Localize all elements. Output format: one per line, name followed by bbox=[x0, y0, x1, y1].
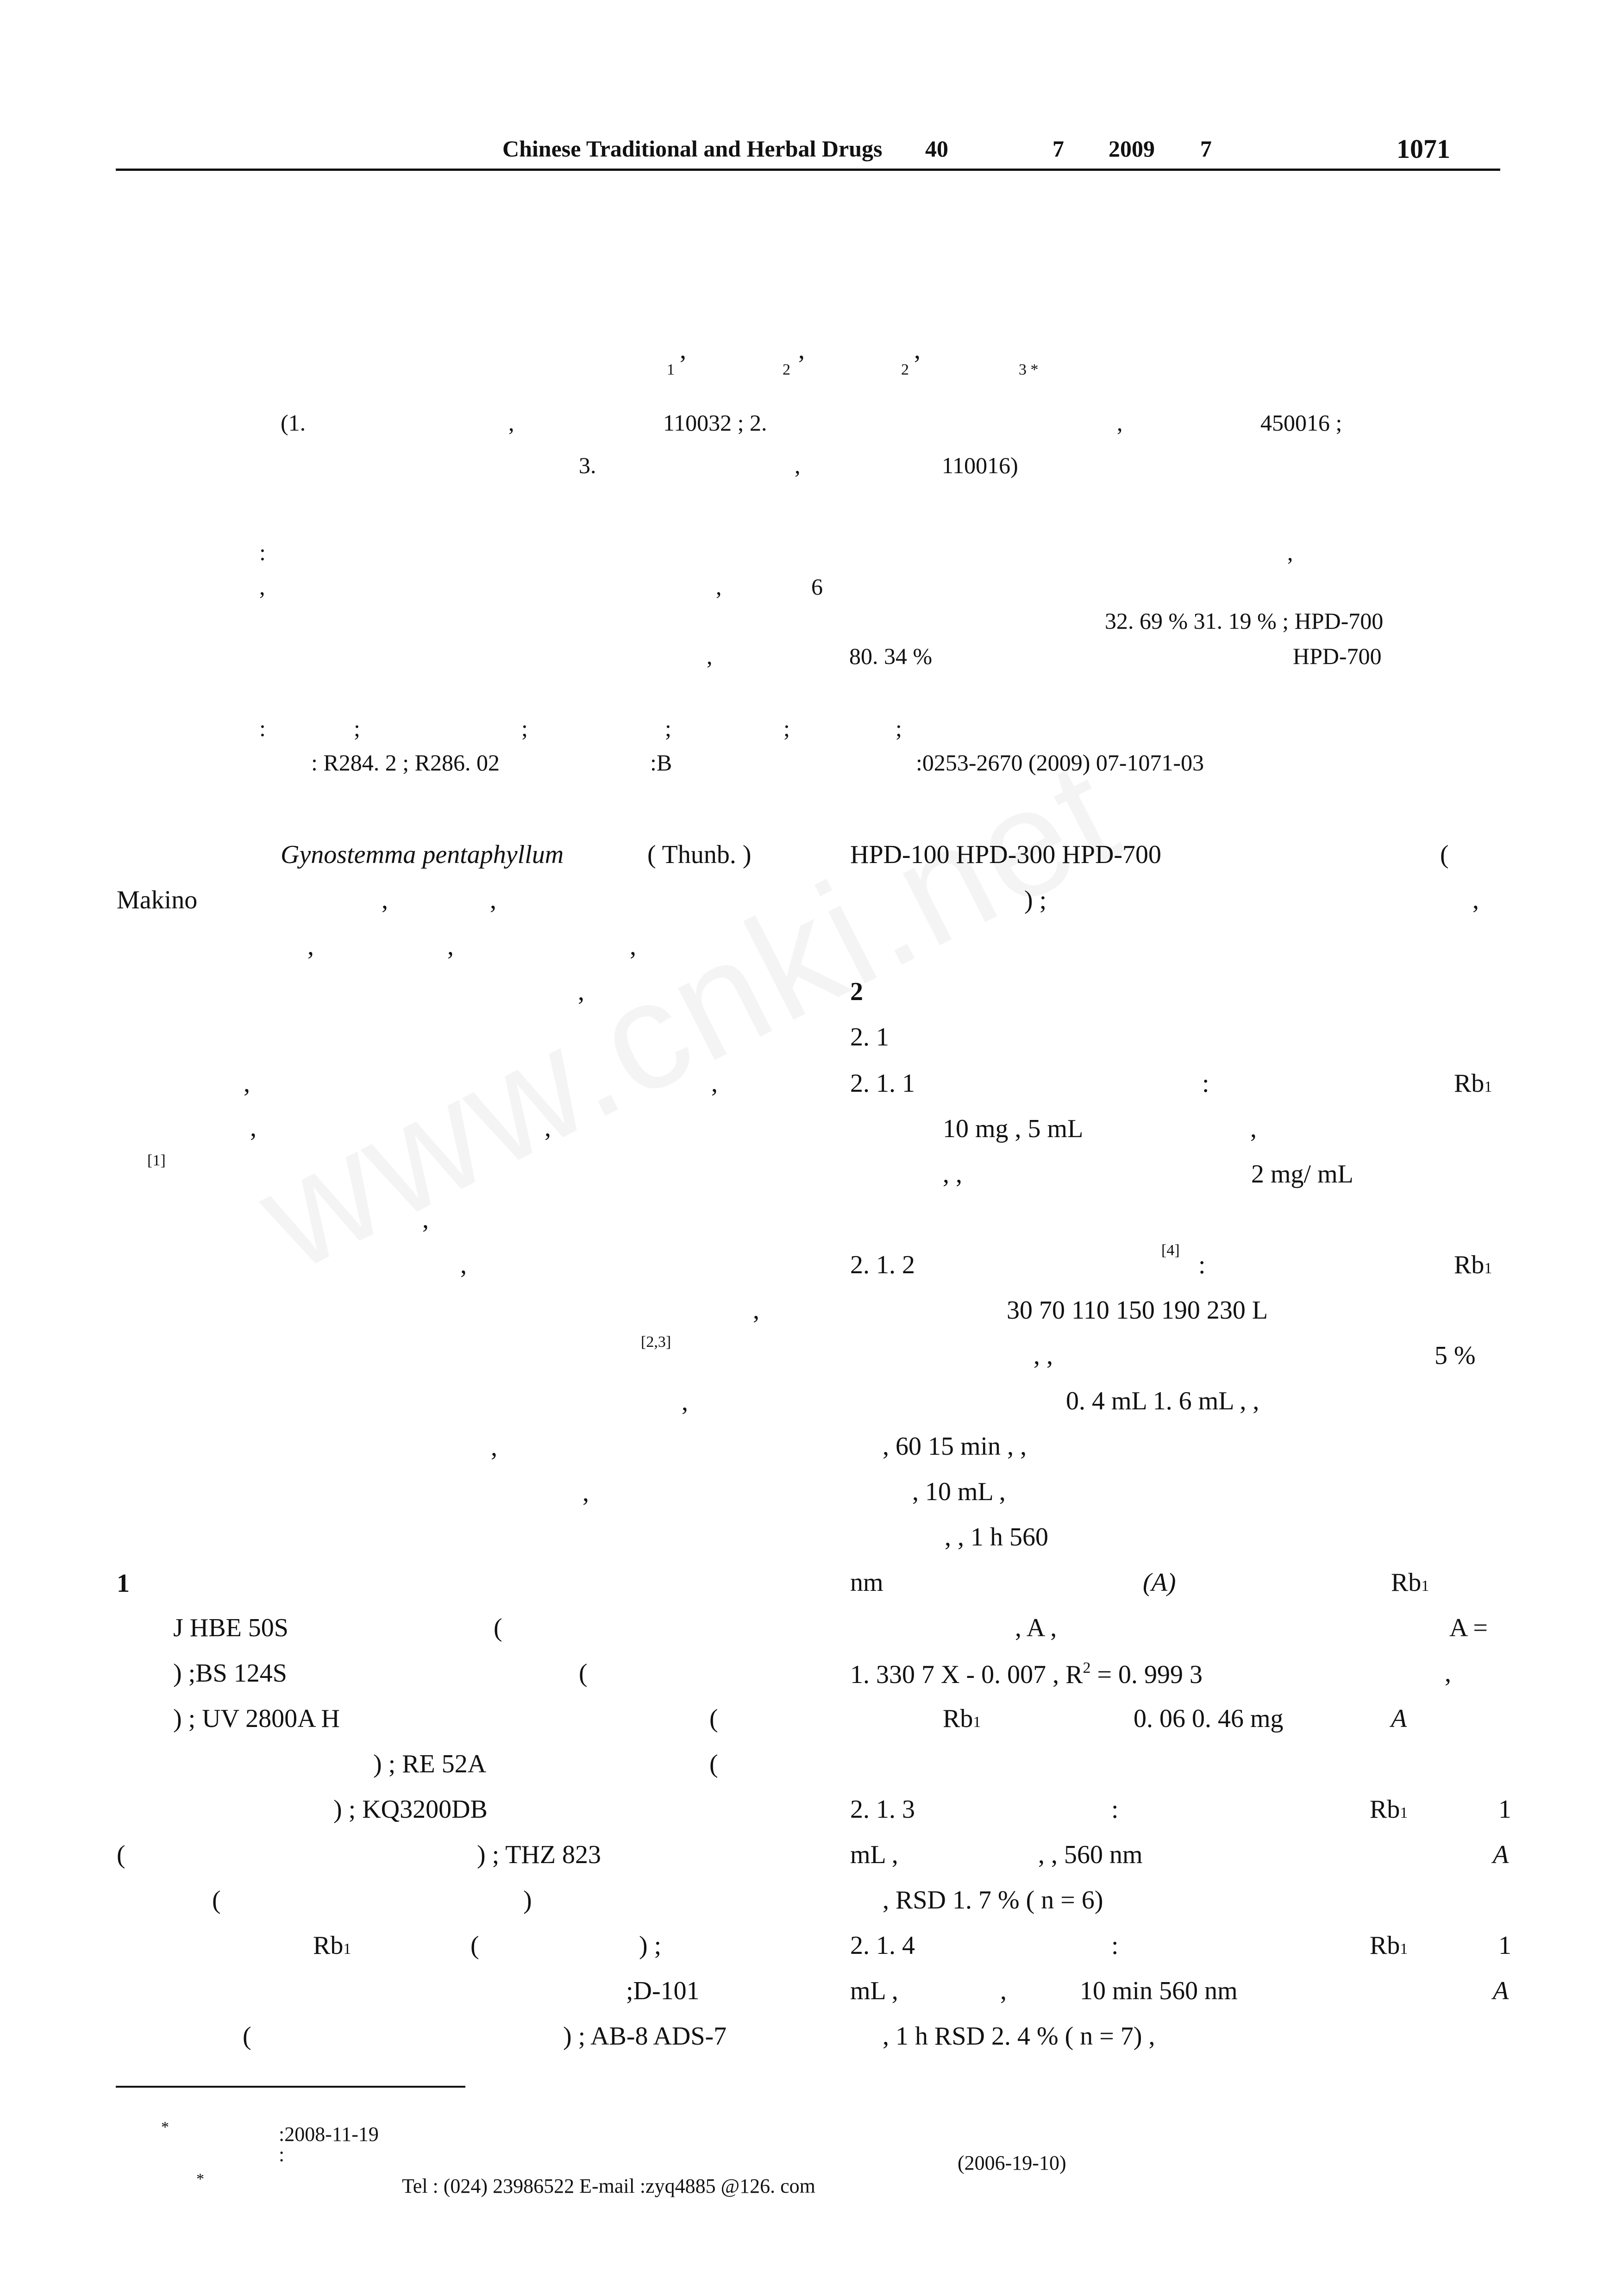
article-id: :0253-2670 (2009) 07-1071-03 bbox=[916, 750, 1204, 776]
body-comma: , bbox=[1445, 1659, 1451, 1688]
equipment-paren: ( bbox=[709, 1750, 718, 1778]
body-comma: , bbox=[460, 1251, 467, 1279]
citation-ref-1: [1] bbox=[147, 1152, 166, 1169]
volume-series: 30 70 110 150 190 230 L bbox=[1007, 1296, 1268, 1325]
body-paren: ) ; bbox=[1024, 886, 1047, 914]
equipment-line: J HBE 50S bbox=[173, 1614, 288, 1642]
author-sep-1: , bbox=[680, 336, 686, 364]
received-date: :2008-11-19 bbox=[279, 2123, 379, 2146]
body-comma: , bbox=[630, 932, 636, 961]
abstract-resin: HPD-700 bbox=[1293, 643, 1382, 669]
subsection-2-1: 2. 1 bbox=[850, 1023, 889, 1051]
equipment-line: ) ; UV 2800A H bbox=[173, 1704, 340, 1733]
equipment-paren: ( bbox=[579, 1659, 588, 1688]
equipment-line: ) ;BS 124S bbox=[173, 1659, 287, 1688]
body-comma: , bbox=[578, 977, 584, 1006]
body-colon: : bbox=[1198, 1251, 1206, 1279]
author-sep-2: , bbox=[798, 336, 805, 364]
volume-unit: mL , bbox=[850, 1977, 898, 2005]
measurement-conditions: , , 560 nm bbox=[1038, 1840, 1143, 1869]
equipment-paren: ( bbox=[243, 2022, 251, 2051]
affiliation-sep: , bbox=[1117, 410, 1123, 436]
header-rule bbox=[116, 169, 1500, 171]
body-comma: , bbox=[545, 1114, 551, 1142]
abstract-comma: , bbox=[259, 574, 265, 600]
body-comma: , bbox=[244, 1069, 250, 1098]
equipment-line: ) ; KQ3200DB bbox=[333, 1795, 488, 1824]
absorbance-symbol: A bbox=[1391, 1704, 1407, 1733]
keywords-sep: ; bbox=[896, 715, 902, 741]
measurement-conditions: , , 1 h 560 bbox=[945, 1523, 1048, 1552]
affiliation-sep: , bbox=[795, 452, 801, 478]
latin-name: Gynostemma pentaphyllum bbox=[281, 840, 564, 869]
affiliation-3: 3. bbox=[579, 452, 596, 478]
abstract-comma: , bbox=[716, 574, 722, 600]
subsection-2-1-1: 2. 1. 1 bbox=[850, 1069, 915, 1098]
citation-ref-2-3: [2,3] bbox=[641, 1333, 671, 1351]
latin-makino: Makino bbox=[117, 886, 198, 914]
equipment-paren: ) bbox=[523, 1886, 532, 1914]
affiliation-postcode-1: 110032 ; 2. bbox=[663, 410, 767, 436]
reagent-rb1: Rb1 bbox=[1391, 1568, 1429, 1597]
measurement-conditions: 10 min 560 nm bbox=[1080, 1977, 1238, 2005]
stability-rsd: , 1 h RSD 2. 4 % ( n = 7) , bbox=[883, 2022, 1155, 2051]
fund-code: (2006-19-10) bbox=[958, 2152, 1066, 2174]
page-number: 1071 bbox=[1397, 134, 1450, 164]
equipment-paren: ( bbox=[494, 1614, 502, 1642]
regression-intro: , A , bbox=[1015, 1614, 1057, 1642]
equipment-paren: ) ; bbox=[639, 1931, 662, 1960]
affiliation-postcode-2: 450016 ; bbox=[1260, 410, 1342, 436]
absorbance-label: (A) bbox=[1143, 1568, 1176, 1597]
subsection-2-1-2: 2. 1. 2 bbox=[850, 1251, 915, 1279]
reagent-percent: 5 % bbox=[1434, 1341, 1476, 1370]
reagent-rb1: Rb1 bbox=[1454, 1069, 1492, 1098]
affiliation-1: (1. bbox=[281, 410, 306, 436]
body-comma: , bbox=[682, 1388, 688, 1416]
month: 7 bbox=[1200, 136, 1212, 162]
reagent-rb1: Rb1 bbox=[1370, 1795, 1408, 1824]
reagent-rb1: Rb1 bbox=[943, 1704, 981, 1733]
affiliation-postcode-3: 110016) bbox=[942, 452, 1018, 478]
body-colon: : bbox=[1111, 1931, 1119, 1960]
heating-conditions: , 60 15 min , , bbox=[883, 1432, 1027, 1461]
body-comma: , bbox=[422, 1205, 429, 1234]
abstract-percent: 80. 34 % bbox=[849, 643, 933, 669]
precision-rsd: , RSD 1. 7 % ( n = 6) bbox=[883, 1886, 1103, 1914]
sample-mass: 10 mg , 5 mL bbox=[943, 1114, 1084, 1143]
body-comma: , bbox=[1000, 1977, 1007, 2005]
volume-number: 40 bbox=[925, 136, 948, 162]
author-sep-3: , bbox=[914, 336, 921, 364]
volume-unit: mL , bbox=[850, 1840, 898, 1869]
reagent-volumes: 0. 4 mL 1. 6 mL , , bbox=[1066, 1387, 1259, 1415]
contact-info: Tel : (024) 23986522 E-mail :zyq4885 @126. com bbox=[402, 2175, 815, 2197]
fund-colon: : bbox=[279, 2143, 285, 2166]
solution-concentration: 2 mg/ mL bbox=[1251, 1160, 1353, 1189]
linear-range: 0. 06 0. 46 mg bbox=[1134, 1704, 1284, 1733]
section-heading-1: 1 bbox=[117, 1569, 130, 1598]
body-comma: , bbox=[490, 886, 496, 914]
keywords-sep: ; bbox=[521, 715, 528, 741]
document-code: :B bbox=[650, 750, 672, 776]
section-heading-2: 2 bbox=[850, 977, 863, 1006]
body-colon: : bbox=[1202, 1069, 1209, 1098]
abstract-label-colon: : bbox=[259, 539, 266, 565]
body-colon: : bbox=[1111, 1795, 1119, 1824]
abstract-comma: , bbox=[1287, 539, 1293, 565]
sample-volume: 1 bbox=[1498, 1795, 1511, 1824]
footnote-star: * bbox=[196, 2171, 204, 2188]
body-comma: , bbox=[753, 1296, 759, 1325]
equipment-line: ) ; RE 52A bbox=[373, 1750, 487, 1778]
author-affil-4: 3 * bbox=[1019, 361, 1039, 378]
resin-line: ;D-101 bbox=[626, 1977, 700, 2005]
reagent-rb1: Rb1 bbox=[1454, 1251, 1492, 1279]
resin-list: HPD-100 HPD-300 HPD-700 bbox=[850, 840, 1162, 869]
subsection-2-1-3: 2. 1. 3 bbox=[850, 1795, 915, 1824]
keywords-sep: ; bbox=[665, 715, 671, 741]
body-comma: , bbox=[382, 886, 388, 914]
affiliation-sep: , bbox=[508, 410, 514, 436]
keywords-colon: : bbox=[259, 715, 266, 741]
wavelength-unit: nm bbox=[850, 1568, 883, 1597]
body-comma: , bbox=[250, 1114, 257, 1142]
latin-authority: ( Thunb. ) bbox=[647, 840, 752, 869]
year: 2009 bbox=[1109, 136, 1155, 162]
body-paren: ( bbox=[1440, 840, 1449, 869]
footnote-star: * bbox=[161, 2119, 169, 2136]
keywords-sep: ; bbox=[354, 715, 360, 741]
body-comma: , bbox=[1472, 886, 1479, 914]
body-comma: , , bbox=[1033, 1341, 1053, 1370]
sample-volume: 1 bbox=[1498, 1931, 1511, 1960]
footnote-rule bbox=[116, 2086, 465, 2088]
absorbance-symbol: A bbox=[1493, 1840, 1509, 1869]
resin-line: ) ; AB-8 ADS-7 bbox=[563, 2022, 727, 2051]
body-comma: , bbox=[491, 1433, 497, 1462]
author-affil-1: 1 bbox=[667, 361, 675, 378]
body-comma: , bbox=[307, 932, 314, 961]
citation-ref-4: [4] bbox=[1161, 1242, 1180, 1259]
equipment-paren: ( bbox=[212, 1886, 221, 1914]
body-comma: , bbox=[1250, 1114, 1257, 1143]
absorbance-symbol: A bbox=[1493, 1977, 1509, 2005]
reagent-rb1: Rb1 bbox=[313, 1931, 351, 1960]
abstract-value: 6 bbox=[811, 574, 823, 600]
dilution-volume: , 10 mL , bbox=[912, 1477, 1006, 1506]
journal-title: Chinese Traditional and Herbal Drugs bbox=[502, 136, 883, 162]
abstract-comma: , bbox=[707, 643, 713, 669]
body-comma: , , bbox=[943, 1160, 962, 1189]
body-comma: , bbox=[583, 1478, 589, 1507]
body-comma: , bbox=[447, 932, 454, 961]
clc-number: : R284. 2 ; R286. 02 bbox=[311, 750, 500, 776]
body-comma: , bbox=[711, 1069, 718, 1098]
equipment-paren: ( bbox=[709, 1704, 718, 1733]
equipment-paren: ( bbox=[117, 1840, 125, 1869]
author-affil-2: 2 bbox=[783, 361, 790, 378]
regression-equation: 1. 330 7 X - 0. 007 , $R^2 = 0$. 999 3 bbox=[850, 1659, 1203, 1689]
regression-lhs: A = bbox=[1449, 1614, 1488, 1642]
subsection-2-1-4: 2. 1. 4 bbox=[850, 1931, 915, 1960]
reagent-rb1: Rb1 bbox=[1370, 1931, 1408, 1960]
watermark bbox=[232, 723, 1146, 1305]
keywords-sep: ; bbox=[783, 715, 790, 741]
issue-number: 7 bbox=[1052, 136, 1064, 162]
equipment-line: ) ; THZ 823 bbox=[477, 1840, 601, 1869]
abstract-values-line: 32. 69 % 31. 19 % ; HPD-700 bbox=[1105, 608, 1384, 634]
author-affil-3: 2 bbox=[901, 361, 909, 378]
equipment-paren: ( bbox=[470, 1931, 479, 1960]
